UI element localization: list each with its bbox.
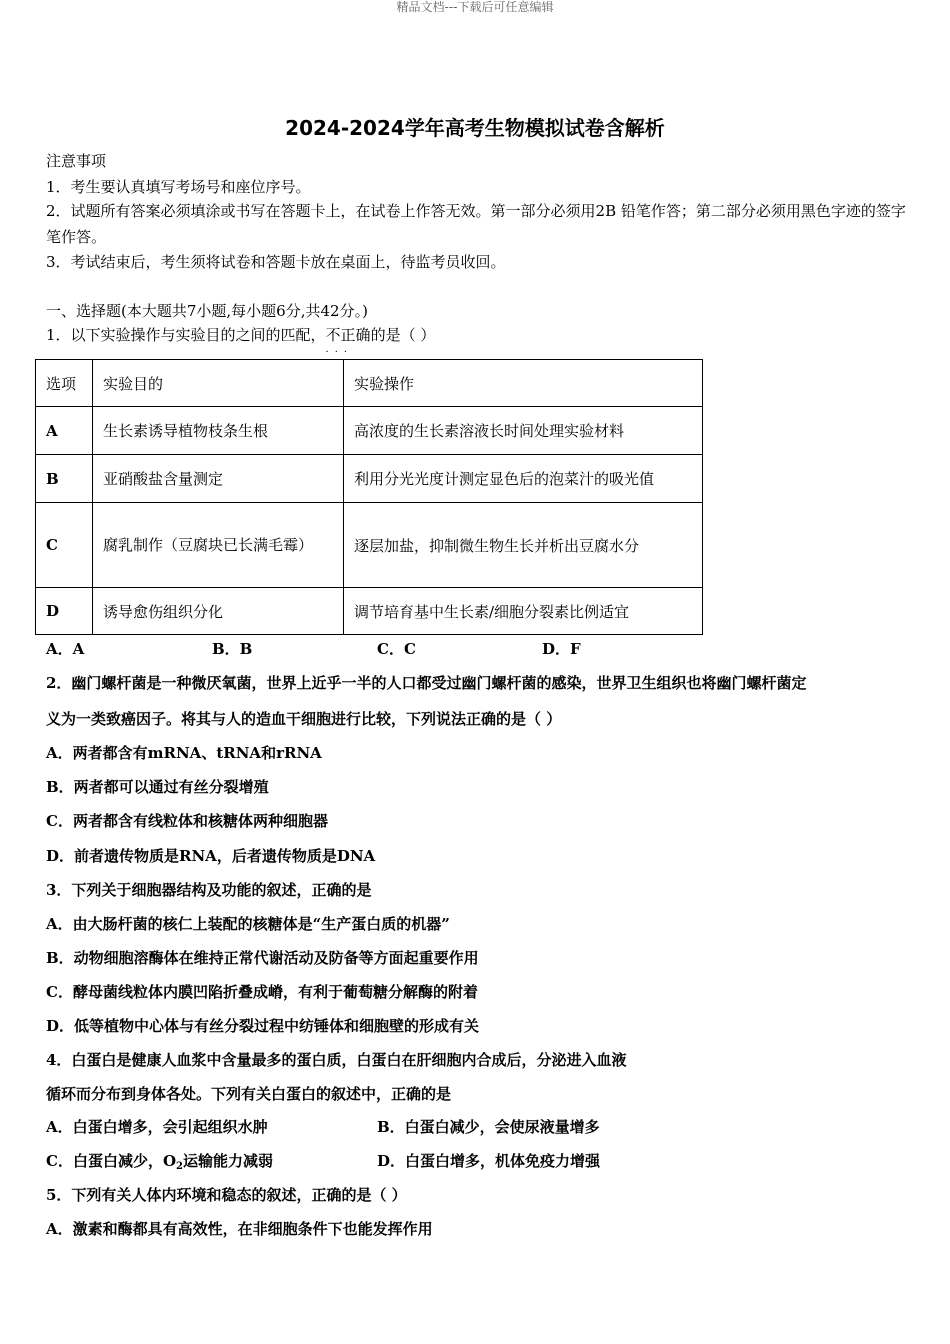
q5-choice-a: A．激素和酶都具有高效性，在非细胞条件下也能发挥作用 — [46, 1220, 433, 1238]
q2-stem-line1: 2．幽门螺杆菌是一种微厌氧菌，世界上近乎一半的人口都受过幽门螺杆菌的感染，世界卫生组织也将幽门螺杆菌定 — [46, 674, 807, 692]
table-row — [36, 455, 703, 503]
q4-choice-d: D．白蛋白增多，机体免疫力增强 — [377, 1152, 601, 1170]
q1-stem — [46, 325, 436, 358]
cell-purpose: 亚硝酸盐含量测定 — [93, 455, 344, 503]
q4-choice-c-subscript: 2 — [176, 1161, 183, 1172]
cell-option: C — [36, 503, 93, 588]
q1-table — [35, 359, 703, 635]
cell-operation: 高浓度的生长素溶液长时间处理实验材料 — [344, 407, 703, 455]
cell-option: D — [36, 588, 93, 635]
q4-choice-a: A．白蛋白增多，会引起组织水肿 — [46, 1118, 268, 1136]
q4-choice-b: B．白蛋白减少，会使尿液量增多 — [377, 1118, 600, 1136]
q5-stem: 5．下列有关人体内环境和稳态的叙述，正确的是（ ） — [46, 1186, 407, 1204]
table-row — [36, 503, 703, 588]
q2-choice-c: C．两者都含有线粒体和核糖体两种细胞器 — [46, 812, 328, 830]
q4-choice-c-post: 运输能力减弱 — [182, 1152, 273, 1170]
notes-heading: 注意事项 — [46, 152, 107, 170]
q4-stem-line2: 循环而分布到身体各处。下列有关白蛋白的叙述中，正确的是 — [46, 1085, 452, 1103]
q4-stem-line1: 4．白蛋白是健康人血浆中含量最多的蛋白质，白蛋白在肝细胞内合成后，分泌进入血液 — [46, 1051, 627, 1069]
q1-emph-text: 不正确 — [325, 326, 371, 344]
note-item-1: 1．考生要认真填写考场号和座位序号。 — [46, 178, 311, 196]
cell-operation: 利用分光光度计测定显色后的泡菜汁的吸光值 — [344, 455, 703, 503]
note-item-3: 3．考试结束后，考生须将试卷和答题卡放在桌面上，待监考员收回。 — [46, 253, 506, 271]
q2-choice-a: A．两者都含有mRNA、tRNA和rRNA — [46, 744, 322, 762]
header-operation: 实验操作 — [344, 360, 703, 407]
q2-stem-line2: 义为一类致癌因子。将其与人的造血干细胞进行比较，下列说法正确的是（ ） — [46, 710, 562, 728]
cell-purpose: 诱导愈伤组织分化 — [93, 588, 344, 635]
watermark: 精品文档---下载后可任意编辑 — [396, 0, 554, 14]
cell-operation: 逐层加盐，抑制微生物生长并析出豆腐水分 — [344, 503, 703, 588]
q1-choice-d: D．F — [542, 640, 581, 658]
q3-choice-c: C．酵母菌线粒体内膜凹陷折叠成嵴，有利于葡萄糖分解酶的附着 — [46, 983, 478, 1001]
q3-choice-d: D．低等植物中心体与有丝分裂过程中纺锤体和细胞壁的形成有关 — [46, 1017, 480, 1035]
q3-stem: 3．下列关于细胞器结构及功能的叙述，正确的是 — [46, 881, 372, 899]
table-row — [36, 588, 703, 635]
q2-choice-b: B．两者都可以通过有丝分裂增殖 — [46, 778, 269, 796]
q1-choice-b: B．B — [212, 640, 253, 658]
note-item-2: 2．试题所有答案必须填涂或书写在答题卡上，在试卷上作答无效。第一部分必须用2B 铅笔作答；第二部分必须用黑色字迹的签字笔作答。 — [46, 202, 906, 246]
q2-choice-d: D．前者遗传物质是RNA，后者遗传物质是DNA — [46, 847, 376, 865]
table-header-row — [36, 360, 703, 407]
q4-choice-c-pre: C．白蛋白减少，O — [46, 1152, 177, 1170]
cell-operation: 调节培育基中生长素/细胞分裂素比例适宜 — [344, 588, 703, 635]
q1-choice-c: C．C — [377, 640, 416, 658]
header-option: 选项 — [36, 360, 93, 407]
q3-choice-b: B．动物细胞溶酶体在维持正常代谢活动及防备等方面起重要作用 — [46, 949, 479, 967]
q3-choice-a: A．由大肠杆菌的核仁上装配的核糖体是“生产蛋白质的机器” — [46, 915, 450, 933]
q4-choice-c — [46, 1151, 273, 1177]
q1-stem-emphasis — [325, 325, 371, 358]
cell-purpose: 生长素诱导植物枝条生根 — [93, 407, 344, 455]
cell-option: B — [36, 455, 93, 503]
section-heading: 一、选择题(本大题共7小题,每小题6分,共42分。) — [46, 302, 368, 320]
header-purpose: 实验目的 — [93, 360, 344, 407]
cell-option: A — [36, 407, 93, 455]
cell-purpose: 腐乳制作（豆腐块已长满毛霉） — [93, 503, 344, 588]
q1-stem-suffix: 的是（ ） — [370, 326, 436, 344]
page-title: 2024-2024学年高考生物模拟试卷含解析 — [285, 116, 665, 140]
table-row — [36, 407, 703, 455]
q1-choice-a: A．A — [46, 640, 85, 658]
q1-stem-prefix: 1．以下实验操作与实验目的之间的匹配， — [46, 326, 326, 344]
emphasis-dots: ··· — [325, 347, 354, 358]
